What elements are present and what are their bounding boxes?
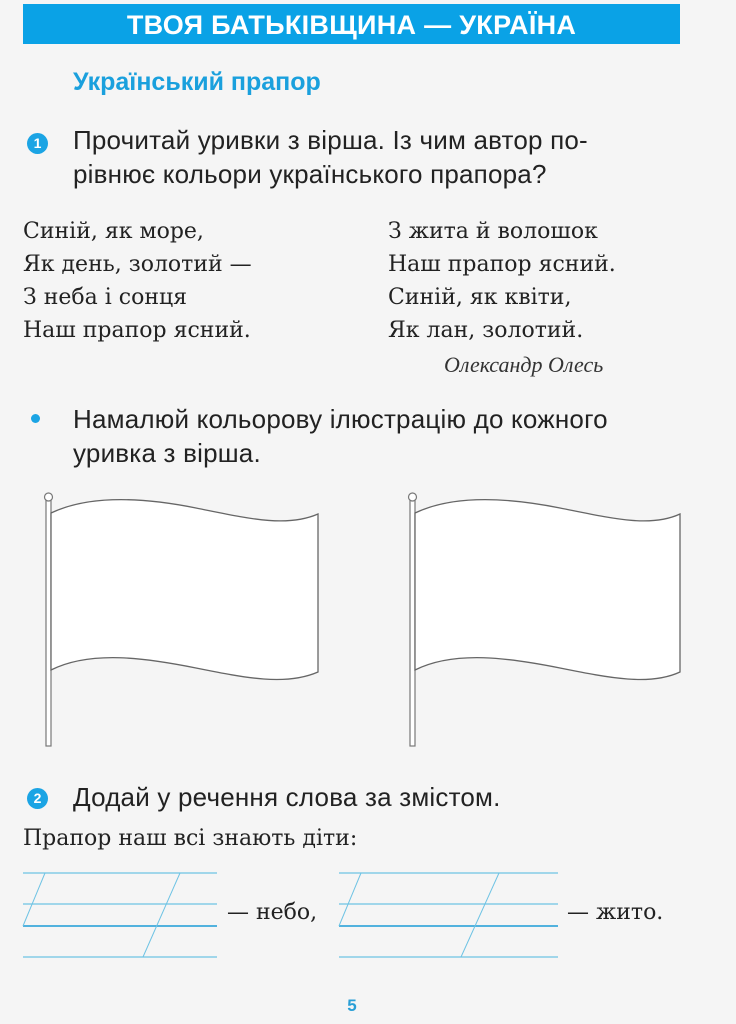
subtask-line: Намалюй кольорову ілюстрацію до кожного: [73, 404, 608, 434]
answer-suffix-2: — жито.: [567, 900, 664, 925]
flag-outline-icon: [415, 500, 680, 680]
poem-right-column: [388, 215, 616, 347]
task1-line: рівнює кольори українського прапора?: [73, 159, 547, 189]
flag-outline-icon: [51, 500, 318, 680]
poem-line: З жита й волошок: [388, 219, 598, 244]
flag-drawing-area-left[interactable]: [36, 488, 326, 750]
flag-drawing-area-right[interactable]: [400, 488, 690, 750]
poem-line: Як день, золотий —: [23, 252, 252, 277]
poem-line: Як лан, золотий.: [388, 318, 584, 343]
answer-suffix-1: — небо,: [227, 900, 318, 925]
page-number: 5: [347, 996, 357, 1015]
flagpole-icon: [410, 500, 415, 746]
poem-line: Синій, як море,: [23, 219, 204, 244]
task-number-badge-1: 1: [27, 133, 48, 154]
flagpole-icon: [46, 500, 51, 746]
answer-writing-field-2[interactable]: [336, 868, 561, 962]
poem-line: Наш прапор ясний.: [23, 318, 251, 343]
task-number-badge-2: 2: [27, 788, 48, 809]
answer-writing-field-1[interactable]: [20, 868, 220, 962]
poem-line: З неба і сонця: [23, 285, 188, 310]
flagpole-finial-icon: [45, 493, 53, 501]
poem-line: Наш прапор ясний.: [388, 252, 616, 277]
subtask-line: уривка з вірша.: [73, 438, 261, 468]
task1-line: Прочитай уривки з вірша. Із чим автор по-: [73, 125, 588, 155]
poem-line: Синій, як квіти,: [388, 285, 572, 310]
task2-sentence: Прапор наш всі знають діти:: [23, 826, 358, 851]
subtask-instruction: [73, 402, 608, 470]
task2-instruction: Додай у речення слова за змістом.: [73, 782, 501, 812]
section-title: Український прапор: [73, 68, 321, 96]
flagpole-finial-icon: [409, 493, 417, 501]
chapter-header: ТВОЯ БАТЬКІВЩИНА — УКРАЇНА: [23, 4, 680, 44]
poem-left-column: [23, 215, 252, 347]
poem-author: Олександр Олесь: [444, 352, 604, 377]
bullet-icon: [31, 414, 40, 423]
task1-instruction: [73, 123, 588, 191]
